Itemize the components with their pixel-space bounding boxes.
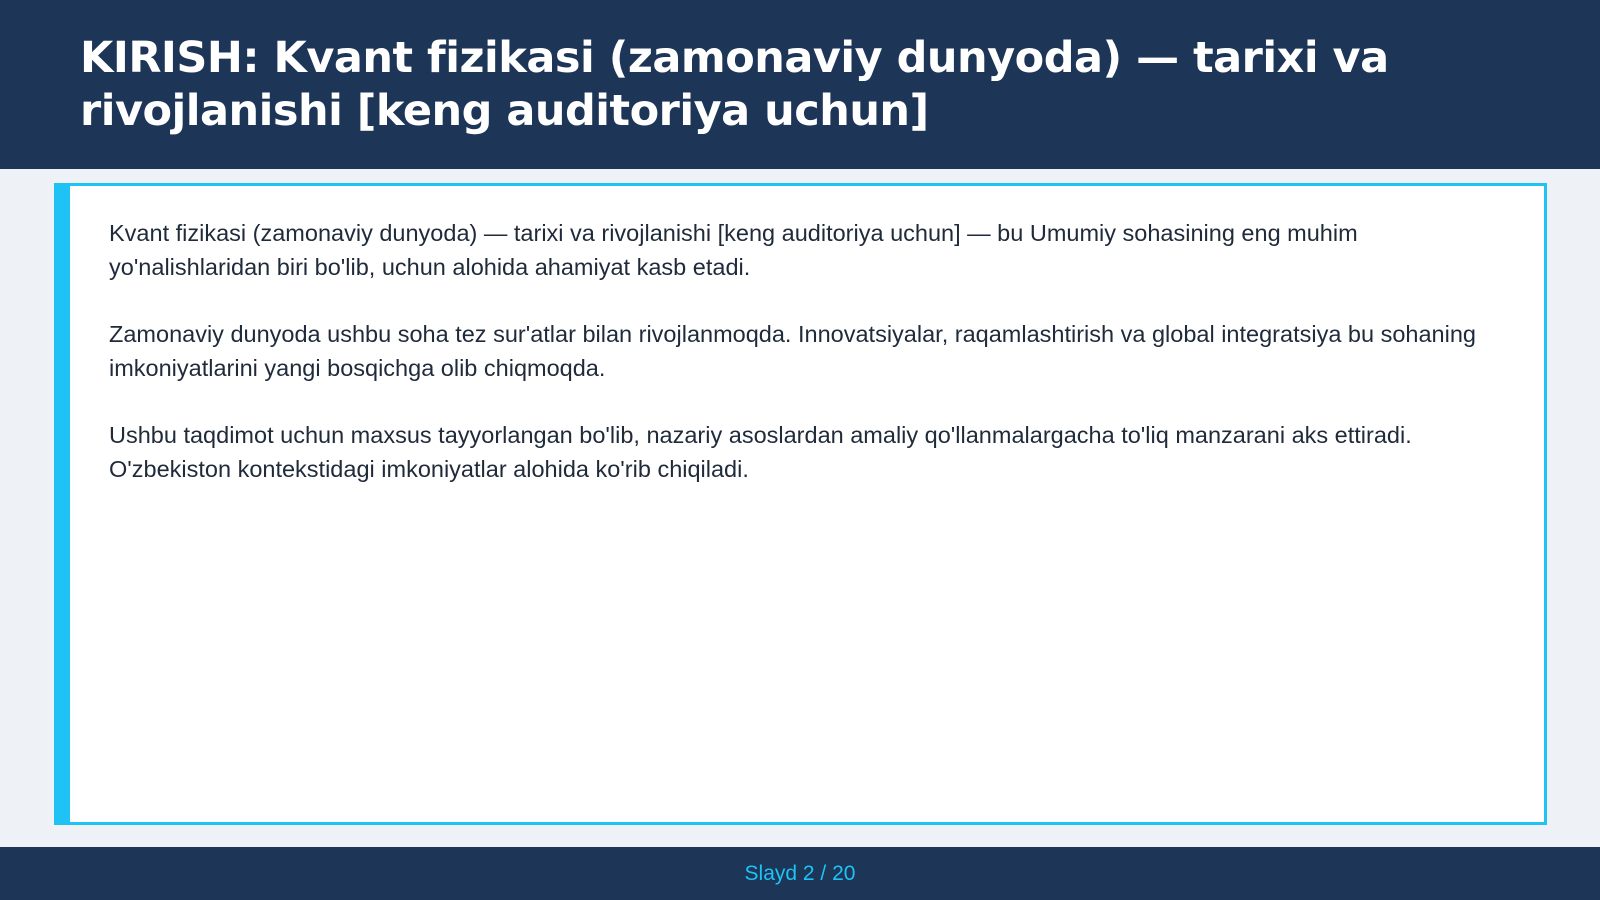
slide-title: KIRISH: Kvant fizikasi (zamonaviy dunyoda) — tarixi va rivojlanishi [keng auditoriya uchun]: [80, 33, 1389, 136]
intro-paragraph: Kvant fizikasi (zamonaviy dunyoda) — tarixi va rivojlanishi [keng auditoriya uchun] — bu Umumiy sohasining eng muhim yo'nalishlaridan biri bo'lib, uchun alohida ahamiyat kasb etadi.: [109, 220, 1358, 280]
slide-header: [0, 0, 1600, 169]
modern-world-paragraph: Zamonaviy dunyoda ushbu soha tez sur'atlar bilan rivojlanmoqda. Innovatsiyalar, raqamlashtirish va global integratsiya bu sohaning imkoniyatlarini yangi bosqichga olib chiqmoqda.: [109, 321, 1476, 381]
slide-footer: [0, 847, 1600, 900]
slide-number: Slayd 2 / 20: [744, 861, 856, 885]
content-card: [54, 183, 1547, 825]
presentation-paragraph: Ushbu taqdimot uchun maxsus tayyorlangan bo'lib, nazariy asoslardan amaliy qo'llanmalargacha to'liq manzarani aks ettiradi. O'zbekiston kontekstidagi imkoniyatlar alohida ko'rib chiqiladi.: [109, 422, 1412, 482]
